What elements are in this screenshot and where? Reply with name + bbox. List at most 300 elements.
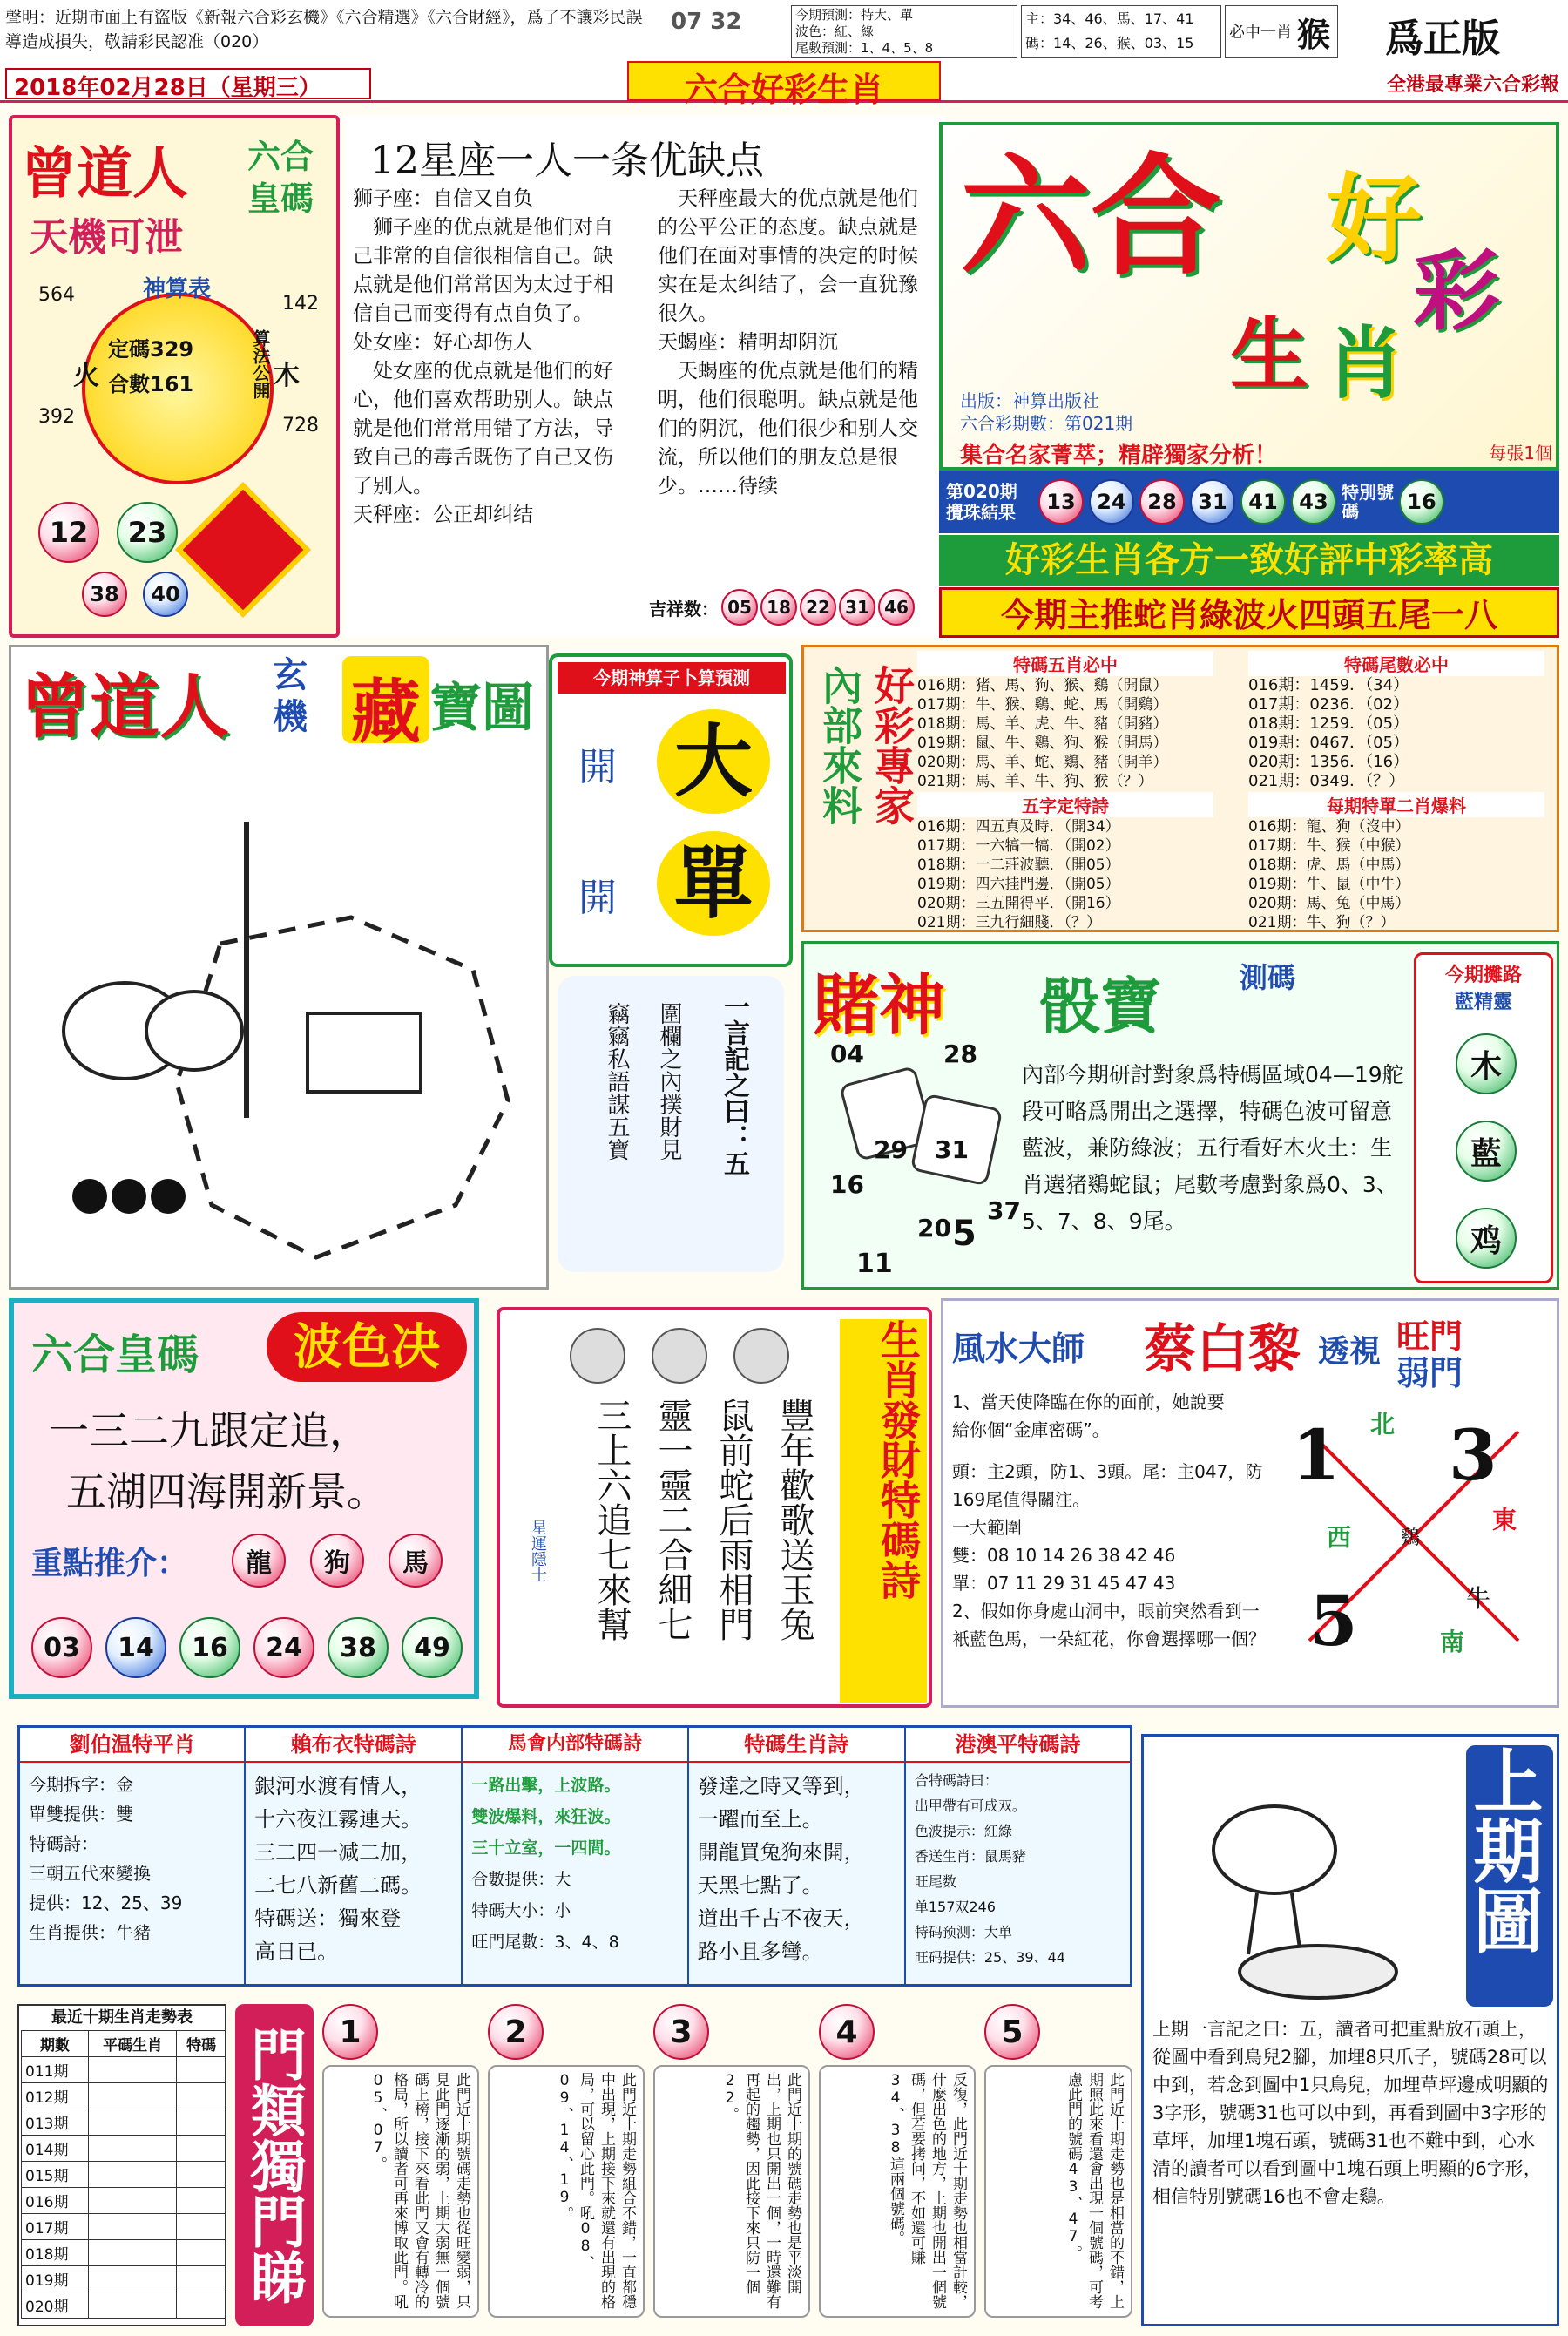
insider-row: 018期：1259．（05） xyxy=(1248,714,1409,733)
dushen-title: 賭神 xyxy=(813,966,945,1044)
lucky-number: 18 xyxy=(760,589,797,626)
fengshui-title-c: 透視 xyxy=(1318,1334,1382,1370)
bottom-col-title: 特碼生肖詩 xyxy=(689,1728,904,1763)
fengshui-answer: 雙：08 10 14 26 38 42 46 xyxy=(952,1545,1176,1566)
article-panel xyxy=(344,115,945,638)
insider-row: 020期：三五開得平．（開16） xyxy=(917,895,1120,912)
compass-center: 鷄 xyxy=(1401,1527,1421,1549)
caodao-subtitle: 六合皇碼 xyxy=(247,138,314,218)
zodiac-value: 猴 xyxy=(1297,15,1331,54)
boseju-ball: 16 xyxy=(179,1617,240,1678)
header-title: 六合好彩生肖 xyxy=(627,61,941,101)
lucky-number: 05 xyxy=(721,589,758,626)
dice-number: 11 xyxy=(856,1249,893,1279)
trend-zodiacs xyxy=(88,2057,176,2083)
compass-number: 1 xyxy=(1292,1414,1341,1496)
cema-label: 測碼 xyxy=(1240,961,1296,994)
kai-label-2: 開 xyxy=(578,876,617,920)
dice-number: 28 xyxy=(943,1039,977,1068)
lotto-ball: 38 xyxy=(82,572,127,617)
fengshui-q1: 1、當天使降臨在你的面前，她說要給你個“金庫密碼”。 xyxy=(952,1391,1225,1440)
bottom-line: 单157双246 xyxy=(914,1899,996,1915)
monkey-icon xyxy=(652,1328,707,1384)
trend-zodiacs xyxy=(88,2188,176,2214)
masthead-xiao: 肖 xyxy=(1326,317,1404,410)
lastmap-panel xyxy=(1141,1734,1559,2326)
treasure-panel xyxy=(9,645,549,1290)
zodiac-ball: 龍 xyxy=(232,1534,286,1588)
rat-icon xyxy=(570,1328,625,1384)
bottom-line: 開龍買兔狗來開， xyxy=(697,1840,865,1865)
bottom-line: 特碼大小：小 xyxy=(471,1901,571,1920)
dir-south: 南 xyxy=(1440,1628,1465,1656)
trend-period: 012期 xyxy=(22,2083,89,2109)
bottom-col-body xyxy=(463,1763,686,1965)
trend-zodiacs xyxy=(88,2240,176,2266)
fengshui-answer: 單：07 11 29 31 45 47 43 xyxy=(952,1573,1176,1594)
article-para: 天蝎座的优点就是他们的精明，他们很聪明。缺点就是他们的阴沉，他们很少和别人交流，所以他们的朋友总是很少。……待续 xyxy=(658,360,918,498)
table-row xyxy=(22,2057,226,2083)
table-row xyxy=(22,2136,226,2162)
duck-icon xyxy=(146,992,242,1070)
insider-table-3 xyxy=(917,792,1213,931)
lotto-ball: 23 xyxy=(117,502,178,563)
boseju-title: 六合皇碼 xyxy=(31,1331,199,1379)
bird-icon xyxy=(1213,1806,1335,1893)
caodao-title: 曾道人 xyxy=(21,141,188,207)
trend-special xyxy=(177,2136,226,2162)
trend-zodiacs xyxy=(88,2266,176,2292)
table-row xyxy=(22,2266,226,2292)
predict-box xyxy=(791,5,1017,58)
insider-row: 019期：四六挂門邊．（開05） xyxy=(917,876,1120,893)
bottom-line: 雙波爆料，來狂波。 xyxy=(471,1807,621,1826)
bottom-line: 三十立室，一四間。 xyxy=(471,1838,621,1858)
poem-col: 鼠前蛇后雨相門 xyxy=(713,1398,754,1642)
dice-number: 16 xyxy=(830,1170,864,1199)
tagline: 集合名家菁萃；精辟獨家分析！ xyxy=(960,443,1278,469)
predict-row: 今期預測：特大、單 xyxy=(795,7,914,23)
cake-box-icon xyxy=(308,1013,421,1092)
shensuanzi-panel xyxy=(549,653,793,967)
insider-row: 021期：0349．（？） xyxy=(1248,772,1405,790)
result-ball: 43 xyxy=(1291,479,1336,525)
result-ball: 31 xyxy=(1190,479,1235,525)
road-sub: 藍精靈 xyxy=(1454,992,1512,1013)
black-ball-icon xyxy=(151,1179,186,1214)
trend-special xyxy=(177,2188,226,2214)
pig-icon xyxy=(733,1328,789,1384)
door-2 xyxy=(488,2004,645,2326)
da-label: 大 xyxy=(657,709,770,814)
bottom-line: 香送生肖：鼠馬豬 xyxy=(914,1848,1026,1865)
bottom-line: 旺門尾數：3、4、8 xyxy=(471,1933,619,1952)
bottom-strip xyxy=(17,1725,1132,1987)
bottom-line: 天黑七點了。 xyxy=(697,1873,823,1898)
bottom-line: 今期拆字：金 xyxy=(29,1774,133,1795)
trend-special xyxy=(177,2214,226,2240)
lucky-number: 46 xyxy=(878,589,915,626)
result-label xyxy=(946,481,1033,523)
bottom-col-liu xyxy=(20,1728,246,1984)
header-strip xyxy=(0,0,1568,109)
ruo-label: 弱門 xyxy=(1396,1354,1463,1392)
bottom-line: 出甲帶有可成双。 xyxy=(914,1798,1026,1814)
trend-head: 特碼 xyxy=(177,2031,226,2057)
trend-period: 016期 xyxy=(22,2188,89,2214)
insider-row: 016期：龍、狗（沒中） xyxy=(1248,818,1410,836)
bottom-line: 旺尾数 xyxy=(914,1873,956,1890)
trend-zodiacs xyxy=(88,2109,176,2136)
article-para: 狮子座的优点就是他们对自己非常的自信很相信自己。缺点就是他们常常因为太过于相信自己而变得有点自负了。 xyxy=(353,216,613,325)
lotto-ball: 12 xyxy=(38,502,99,563)
bottom-line: 合特碼詩曰： xyxy=(914,1772,998,1789)
bottom-line: 特碼詩： xyxy=(29,1833,98,1854)
bottom-col-title: 港澳平特碼詩 xyxy=(906,1728,1130,1763)
bottom-line: 生肖提供：牛豬 xyxy=(29,1922,151,1943)
result-ball: 24 xyxy=(1089,479,1134,525)
zodiac-icons xyxy=(570,1328,831,1389)
dir-north: 北 xyxy=(1370,1410,1396,1439)
insider-row: 016期：1459．（34） xyxy=(1248,676,1409,694)
trend-period: 011期 xyxy=(22,2057,89,2083)
main-push-banner: 今期主推蛇肖綠波火四頭五尾一八 xyxy=(939,587,1559,638)
praise-banner: 好彩生肖各方一致好評中彩率高 xyxy=(939,535,1559,586)
header-slogan: 全港最專業六合彩報 xyxy=(1386,74,1559,96)
dir-east: 東 xyxy=(1492,1506,1517,1534)
poem-col: 三上六追七來幫 xyxy=(591,1398,632,1642)
trend-period: 017期 xyxy=(22,2214,89,2240)
bottom-line: 高日已。 xyxy=(254,1940,339,1964)
fengshui-title-a: 風水大師 xyxy=(952,1330,1085,1368)
bottom-col-shengxiao xyxy=(689,1728,906,1984)
insider-side-1: 內部來料 xyxy=(816,665,863,825)
trend-special xyxy=(177,2162,226,2188)
door-text: 此門近十期的號碼走勢也是平淡開出，上期也只開出一個，一時還難有再起的趨勢，因此接下來只防一個22。 xyxy=(653,2065,810,2318)
special-ball: 16 xyxy=(1399,479,1444,525)
insider-table-title: 每期特單二肖爆料 xyxy=(1248,792,1544,817)
result-ball: 28 xyxy=(1139,479,1185,525)
dice-number: 20 xyxy=(917,1214,951,1242)
fengshui-answers xyxy=(952,1458,1266,1594)
bottom-col-body xyxy=(906,1763,1130,1975)
shensuanzi-title: 今期神算子卜算預測 xyxy=(558,662,786,694)
article-para: 狮子座：自信又自负 xyxy=(353,187,533,210)
road-ball: 鸡 xyxy=(1456,1208,1517,1269)
compass xyxy=(1274,1379,1553,1693)
bottom-line: 特码预测：大单 xyxy=(914,1924,1012,1940)
black-ball-icon xyxy=(112,1179,146,1214)
trend-zodiacs xyxy=(88,2083,176,2109)
insider-row: 019期：鼠、牛、鷄、狗、猴（開馬） xyxy=(917,735,1168,752)
bottom-line: 色波提示：紅綠 xyxy=(914,1823,1012,1839)
shaibao-title: 骰寶 xyxy=(1039,970,1161,1042)
door-number: 3 xyxy=(653,2004,709,2060)
compass-number: 3 xyxy=(1449,1414,1497,1496)
bottom-line: 特碼送：獨來登 xyxy=(254,1906,402,1931)
insider-row: 017期：0236．（02） xyxy=(1248,695,1409,714)
poem-title: 生肖發財特碼詩 xyxy=(840,1319,927,1703)
table-row xyxy=(22,2109,226,2136)
wood-label: 木 xyxy=(274,361,300,391)
door-text: 此門近十期走勢也是相當的不錯，上期照此來看還會出現一個號碼，可考慮此門的號碼43、47。 xyxy=(984,2065,1132,2318)
insider-row: 020期：1356．（16） xyxy=(1248,753,1409,771)
zodiac-label: 必中一肖 xyxy=(1229,24,1292,42)
dice-area xyxy=(813,1039,1022,1283)
zodiac-ball: 馬 xyxy=(389,1534,443,1588)
treasure-bao: 寶圖 xyxy=(429,678,534,739)
trend-zodiacs xyxy=(88,2214,176,2240)
dice-number: 31 xyxy=(935,1135,969,1164)
poem-line: 竊竊私語謀五寶 xyxy=(604,1002,630,1161)
boseju-ball: 14 xyxy=(105,1617,166,1678)
lucky-number: 22 xyxy=(800,589,836,626)
boseju-panel xyxy=(9,1298,479,1699)
article-col-2 xyxy=(658,185,936,551)
insider-row: 017期：牛、猴、鷄、蛇、馬（開鷄） xyxy=(917,696,1168,714)
dice-number: 29 xyxy=(874,1135,908,1164)
wang-label: 旺門 xyxy=(1396,1317,1463,1356)
black-ball-icon xyxy=(72,1179,107,1214)
trend-special xyxy=(177,2240,226,2266)
insider-row: 017期：一六犒一犒．（開02） xyxy=(917,837,1120,855)
price: 每張1個 xyxy=(1489,443,1552,464)
yiyan-panel xyxy=(558,976,784,1272)
lotto-ball: 40 xyxy=(143,572,188,617)
publisher: 出版：神算出版社 xyxy=(960,390,1099,411)
predict-nums xyxy=(1021,5,1221,58)
insider-row: 018期：馬、羊、虎、牛、豬（開豬） xyxy=(917,715,1168,733)
issue-small: 07 32 xyxy=(671,9,742,35)
article-para: 处女座：好心却伤人 xyxy=(353,331,533,354)
num-392: 392 xyxy=(38,406,75,428)
article-para: 处女座的优点就是他们的好心，他们喜欢帮助别人。缺点就是他们常常用错了方法，导致自己的毒舌既伤了自己又伤了别人。 xyxy=(353,360,613,498)
bottom-line: 旺码提供：25、39、44 xyxy=(914,1949,1065,1966)
road-box xyxy=(1414,952,1553,1283)
trend-head: 平碼生肖 xyxy=(88,2031,176,2057)
table-row xyxy=(22,2162,226,2188)
trend-period: 020期 xyxy=(22,2292,89,2319)
predict-num-row: 主：34、46、馬、17、41 xyxy=(1025,10,1194,27)
dice-number: 37 xyxy=(987,1196,1021,1225)
bottom-col-body xyxy=(689,1763,904,1975)
door-number: 1 xyxy=(322,2004,378,2060)
trend-panel xyxy=(17,2004,226,2326)
door-number: 4 xyxy=(819,2004,875,2060)
article-para: 天蝎座：精明却阴沉 xyxy=(658,331,838,354)
bottom-col-body xyxy=(246,1763,461,1975)
insider-table-1 xyxy=(917,651,1213,790)
compass-number: 5 xyxy=(1309,1580,1358,1662)
fengshui-q2: 2、假如你身處山洞中，眼前突然看到一衹藍色馬，一朵紅花，你會選擇哪一個？ xyxy=(952,1601,1266,1649)
door-3 xyxy=(653,2004,810,2326)
result-period: 第020期 xyxy=(946,481,1017,502)
suanfa: 算法公開 xyxy=(250,329,271,399)
num-728: 728 xyxy=(282,415,319,437)
road-ball: 木 xyxy=(1456,1033,1517,1094)
result-ball: 13 xyxy=(1038,479,1084,525)
genuine-label: 爲正版 xyxy=(1385,17,1500,61)
period: 六合彩期數：第021期 xyxy=(960,413,1133,434)
notice-text: 聲明：近期市面上有盜版《新報六合彩玄機》《六合精選》《六合財經》，爲了不讓彩民誤導造成損失，敬請彩民認准（020） xyxy=(5,8,643,51)
door-text: 反復，此門近十期走勢也相當計較，什麼出色的地方，上期也開出一個號碼，但若要拷问，不如還可賺34、38這兩個號碼。 xyxy=(819,2065,976,2318)
door-number: 5 xyxy=(984,2004,1040,2060)
result-ball: 41 xyxy=(1240,479,1286,525)
lastmap-text: 上期一言記之曰：五，讀者可把重點放石頭上，從圖中看到鳥兒2腳，加埋8只爪子，號碼28可以中到，若念到圖中1只鳥兒，加埋草坪邊成明顯的3字形，號碼31也可以中到，再看到圖中3字形的草坪，加埋1塊石頭，號碼31也不難中到，心水清的讀者可以看到圖中1塊石頭上明顯的6字形，相信特別號碼16也不會走鷄。 xyxy=(1152,2019,1549,2207)
trend-special xyxy=(177,2057,226,2083)
table-row xyxy=(22,2292,226,2319)
trend-head: 期數 xyxy=(22,2031,89,2057)
bottom-col-title: 劉伯温特平肖 xyxy=(20,1728,244,1763)
insider-table-title: 特碼尾數必中 xyxy=(1248,651,1544,676)
article-para: 天秤座最大的优点就是他们的公平公正的态度。缺点就是他们在面对事情的决定的时候实在是太纠结了，会一直犹豫很久。 xyxy=(658,187,918,325)
masthead-liuhe: 六合 xyxy=(960,140,1222,294)
bottom-line: 道出千古不夜天， xyxy=(697,1906,865,1931)
article-para: 天秤座：公正却纠结 xyxy=(353,504,533,526)
treasure-drawing xyxy=(20,769,543,1275)
kai-label-1: 開 xyxy=(578,745,617,789)
dice-number: 5 xyxy=(952,1214,977,1254)
bottom-col-title: 賴布衣特碼詩 xyxy=(246,1728,461,1763)
dushen-text: 內部今期研討對象爲特碼區域04—19舵段可略爲開出之選擇，特碼色波可留意藍波，兼防綠波；五行看好木火土：生肖選猪鷄蛇鼠；尾數考慮對象爲0、3、5、7、8、9尾。 xyxy=(1022,1062,1404,1234)
fengshui-panel xyxy=(941,1298,1559,1708)
trend-title: 最近十期生肖走勢表 xyxy=(51,2008,193,2027)
num-142: 142 xyxy=(282,293,319,315)
road-title: 今期攤路 xyxy=(1444,965,1522,986)
dushen-panel xyxy=(801,941,1559,1290)
trend-table xyxy=(21,2030,226,2319)
door-number: 2 xyxy=(488,2004,544,2060)
dir-west: 西 xyxy=(1327,1523,1352,1552)
insider-table-4 xyxy=(1248,792,1544,931)
bottom-line: 二七八新舊二碼。 xyxy=(254,1873,422,1898)
bird-leg xyxy=(1248,1893,1257,1954)
num-564: 564 xyxy=(38,284,75,306)
bottom-line: 三朝五代來變換 xyxy=(29,1863,151,1884)
boseju-line-2: 五湖四海開新景。 xyxy=(66,1468,387,1515)
bottom-line: 十六夜江霧連天。 xyxy=(254,1807,422,1832)
lastmap-title: 上期圖解 xyxy=(1466,1745,1553,2007)
trend-special xyxy=(177,2292,226,2319)
insider-row: 020期：馬、兔（中馬） xyxy=(1248,895,1410,912)
bottom-line: 一躍而至上。 xyxy=(697,1807,823,1832)
masthead xyxy=(939,122,1559,471)
table-row xyxy=(22,2214,226,2240)
poem-line: 圍欄之內撲財見 xyxy=(656,1002,682,1161)
special-label: 特別號碼 xyxy=(1342,482,1394,522)
insider-row: 018期：虎、馬（中馬） xyxy=(1248,857,1410,874)
caodao-tianji: 天機可泄 xyxy=(30,215,183,260)
predict-num-row: 碼：14、26、猴、03、15 xyxy=(1025,35,1194,51)
push-label: 重點推介： xyxy=(31,1546,189,1581)
door-text: 此門近十期走勢組合不錯，一直都穩中出現，上期接下來就還有出現的格局，可以留心此門。吼08、09、14、19。 xyxy=(488,2065,645,2318)
insider-row: 018期：一二莊波聽．（開05） xyxy=(917,857,1120,874)
poem-col: 豐年歡歌送玉兔 xyxy=(774,1398,814,1642)
bottom-line: 單雙提供：雙 xyxy=(29,1804,133,1825)
trend-zodiacs xyxy=(88,2162,176,2188)
boseju-ball: 49 xyxy=(402,1617,463,1678)
door-4 xyxy=(819,2004,976,2326)
table-row xyxy=(22,2188,226,2214)
boseju-ball: 24 xyxy=(253,1617,314,1678)
poem-col: 靈一靈二合細七 xyxy=(652,1398,693,1642)
poem-panel xyxy=(497,1307,932,1708)
jixiang-label: 吉祥数： xyxy=(649,598,719,620)
zodiac-box xyxy=(1225,5,1338,58)
masthead-sheng: 生 xyxy=(1230,308,1308,401)
insider-row: 016期：猪、馬、狗、猴、鷄（開鼠） xyxy=(917,677,1168,694)
table-row xyxy=(22,2083,226,2109)
bottom-line: 一路出擊，上波路。 xyxy=(471,1776,621,1795)
lucky-number: 31 xyxy=(839,589,875,626)
trend-zodiacs xyxy=(88,2292,176,2319)
menlei-title: 門類獨門睇 xyxy=(235,2004,314,2326)
bottom-col-lai xyxy=(246,1728,463,1984)
heshu: 合數161 xyxy=(108,372,194,396)
shensuan-label: 神算表 xyxy=(143,276,212,302)
treasure-xuanji: 玄機 xyxy=(273,655,308,737)
insider-row: 021期：三九行細賤．（？） xyxy=(917,914,1101,931)
bottom-line: 三二四一减二加， xyxy=(254,1840,422,1865)
door-text: 此門近十期號碼走勢也從旺變弱，只見此門逐漸的弱，上期大弱無一個號碼上榜，接下來看此門又會有轉冷的格局，所以讀者可再來博取此門。吼05、07。 xyxy=(322,2065,479,2318)
table-row xyxy=(22,2240,226,2266)
trend-period: 015期 xyxy=(22,2162,89,2188)
insider-row: 019期：0467．（05） xyxy=(1248,734,1409,752)
fengshui-title-b: 蔡白黎 xyxy=(1144,1319,1301,1380)
fengshui-answer: 一大範圍 xyxy=(952,1517,1022,1538)
trend-period: 013期 xyxy=(22,2109,89,2136)
bottom-line: 銀河水渡有情人， xyxy=(254,1774,422,1798)
masthead-hao: 好 xyxy=(1326,163,1422,275)
insider-panel xyxy=(801,645,1559,932)
trend-special xyxy=(177,2109,226,2136)
trend-period: 019期 xyxy=(22,2266,89,2292)
door-1 xyxy=(322,2004,479,2326)
predict-row: 尾數預測：1、4、5、8 xyxy=(795,40,934,56)
insider-table-title: 五字定特詩 xyxy=(917,792,1213,817)
zodiac-ball: 狗 xyxy=(310,1534,364,1588)
boseju-ball: 03 xyxy=(31,1617,92,1678)
fire-label: 火 xyxy=(73,361,99,391)
bottom-col-mahui xyxy=(463,1728,688,1984)
dingma: 定碼329 xyxy=(108,337,194,362)
door-5 xyxy=(984,2004,1132,2326)
dice-number: 04 xyxy=(830,1039,864,1068)
trend-period: 014期 xyxy=(22,2136,89,2162)
treasure-cang: 藏 xyxy=(342,656,429,743)
jixiang-row xyxy=(649,586,945,629)
bottom-line: 提供：12、25、39 xyxy=(29,1892,183,1913)
result-caption: 攪珠結果 xyxy=(946,502,1016,523)
boseju-line-1: 一三二九跟定追， xyxy=(49,1407,369,1454)
insider-row: 019期：牛、鼠（中牛） xyxy=(1248,876,1410,893)
dan-label: 單 xyxy=(657,831,770,936)
insider-row: 016期：四五真及時．（開34） xyxy=(917,818,1120,836)
road-ball: 藍 xyxy=(1456,1121,1517,1182)
article-title: 12星座一人一条优缺点 xyxy=(370,139,764,183)
article-col-1 xyxy=(353,185,632,603)
lucky-knot-icon xyxy=(175,482,311,618)
trend-period: 018期 xyxy=(22,2240,89,2266)
bottom-line: 合數提供：大 xyxy=(471,1870,571,1889)
yiyan-text: 一言記之曰：五 xyxy=(719,993,749,1176)
insider-table-title: 特碼五肖必中 xyxy=(917,651,1213,676)
date-label: 2018年02月28日（星期三） xyxy=(5,68,371,99)
trend-special xyxy=(177,2083,226,2109)
insider-row: 017期：牛、猴（中猴） xyxy=(1248,837,1410,855)
bottom-col-gangao xyxy=(906,1728,1130,1984)
insider-side-2: 好彩專家 xyxy=(868,665,916,825)
